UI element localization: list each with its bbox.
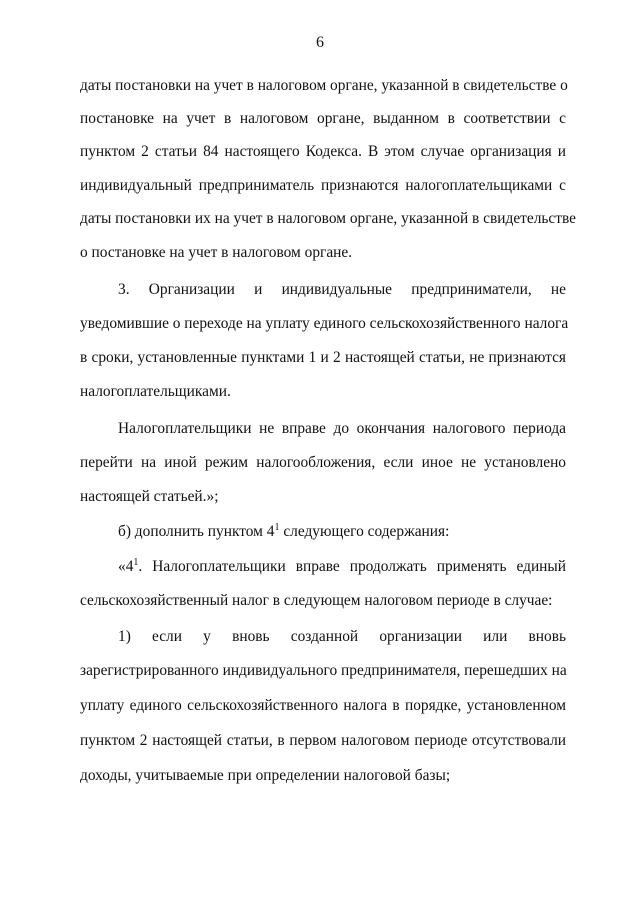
text-line: о постановке на учет в налоговом органе. [80,244,353,261]
paragraph-first-line: Налогоплательщики не вправе до окончания налогового периода [118,420,566,437]
clause-4-1-first-line [118,557,566,577]
text-line: доходы, учитываемые при определении налоговой базы; [80,767,451,784]
text-line: пунктом 2 статьи 84 настоящего Кодекса. В этом случае организация и [80,143,566,160]
text-line: уплату единого сельскохозяйственного налога в порядке, установленном [80,697,566,714]
text-line: налогоплательщиками. [80,383,231,400]
paragraph-3-first-line: 3. Организации и индивидуальные предприниматели, не [118,281,566,298]
subitem-1-first-line: 1) если у вновь созданной организации или вновь [118,628,566,645]
text-line: индивидуальный предприниматель признаются налогоплательщиками с [80,177,566,194]
text-line: пунктом 2 настоящей статьи, в первом налоговом периоде отсутствовали [80,732,566,749]
clause-4-1-prefix: «4 [118,558,134,575]
page-number: 6 [316,34,324,51]
superscript: 1 [133,557,139,568]
clause-4-1-text: . Налогоплательщики вправе продолжать применять единый [138,558,566,575]
text-line: даты постановки их на учет в налоговом органе, указанной в свидетельстве [80,210,576,227]
text-line: постановке на учет в налоговом органе, выданном в соответствии с [80,110,566,127]
superscript: 1 [274,522,280,533]
text-line: перейти на иной режим налогообложения, если иное не установлено [80,454,566,471]
item-b-text: б) дополнить пунктом 4 [118,523,275,540]
text-line: настоящей статьей.»; [80,488,219,505]
text-line: зарегистрированного индивидуального предпринимателя, перешедших на [80,662,567,679]
text-line: сельскохозяйственный налог в следующем налоговом периоде в случае: [80,592,553,609]
item-b-line [118,522,449,542]
text-line: уведомившие о переходе на уплату единого сельскохозяйственного налога [80,315,569,332]
text-line: в сроки, установленные пунктами 1 и 2 настоящей статьи, не признаются [80,349,566,366]
text-line: даты постановки на учет в налоговом органе, указанной в свидетельстве о [80,77,568,94]
item-b-text-end: следующего содержания: [279,523,450,540]
